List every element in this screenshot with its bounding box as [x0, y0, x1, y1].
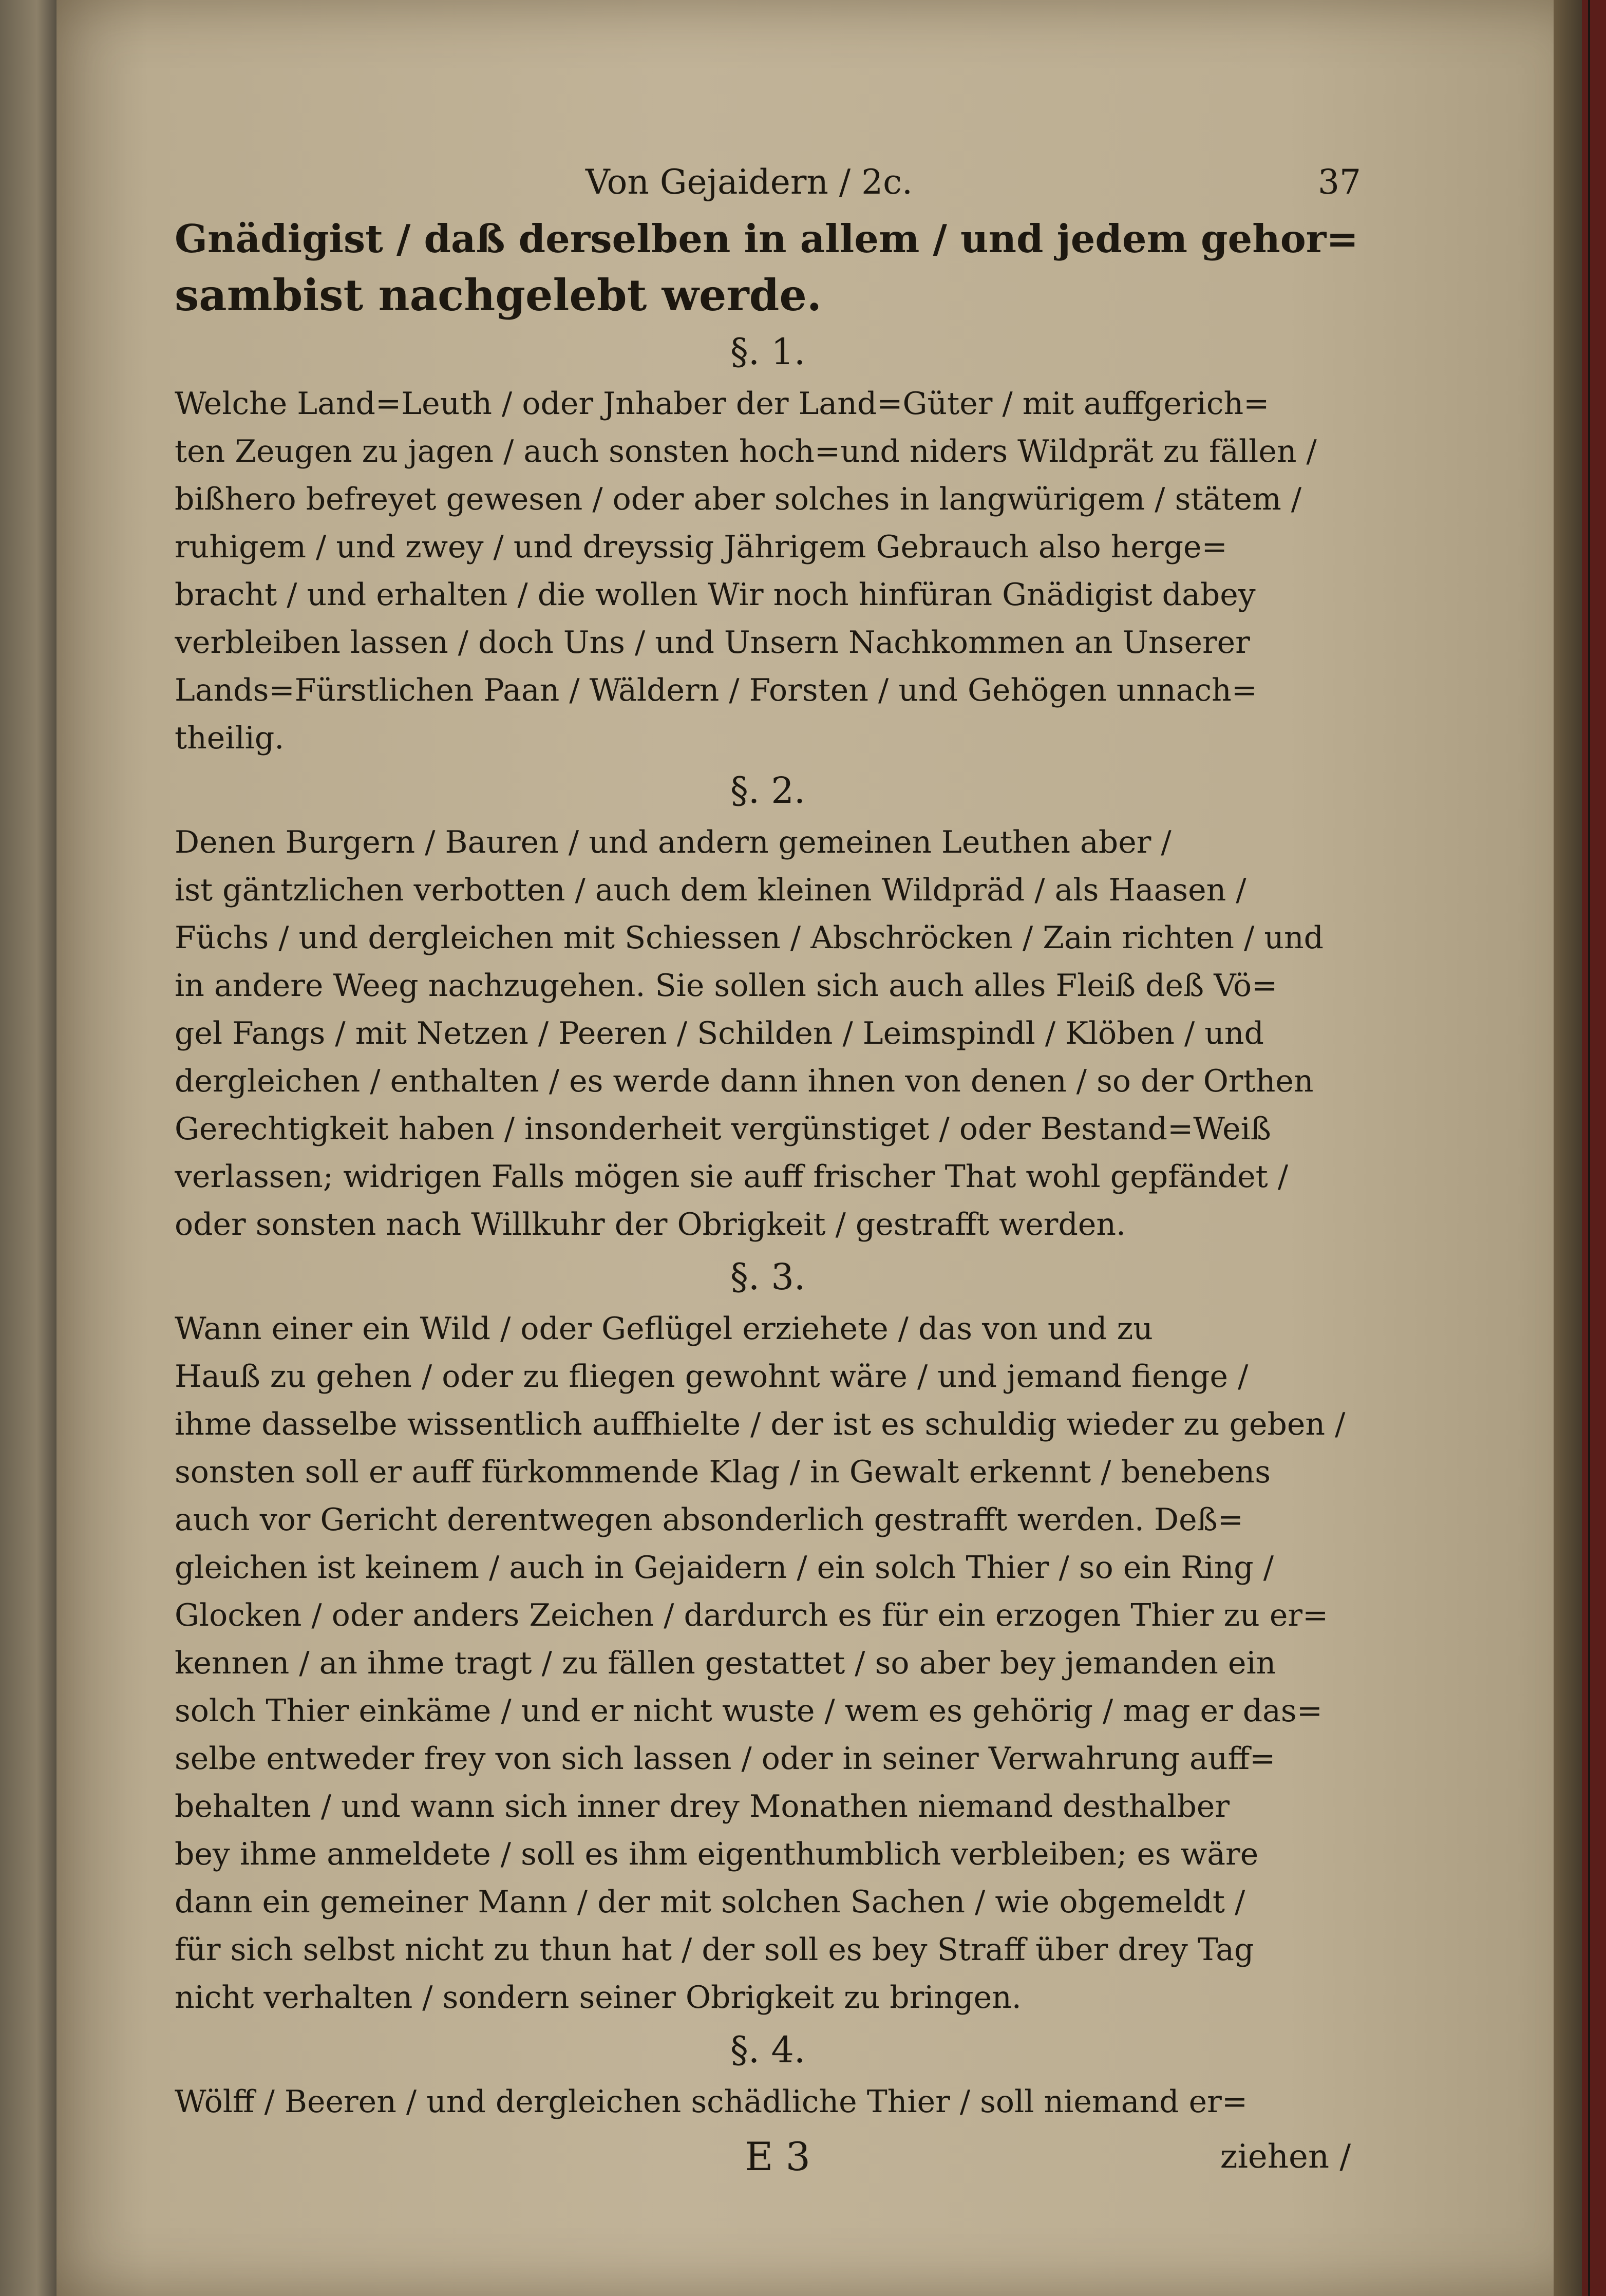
text-line: Lands=Fürstlichen Paan / Wäldern / Forsten / und Gehögen unnach=: [175, 672, 1258, 708]
section-mark: §. 3.: [730, 1256, 806, 1298]
intro-line: Gnädigist / daß derselben in allem / und jedem gehor=: [175, 216, 1359, 261]
text-line: solch Thier einkäme / und er nicht wuste / wem es gehörig / mag er das=: [175, 1693, 1322, 1729]
catchword: ziehen /: [1220, 2138, 1351, 2176]
text-line: theilig.: [175, 720, 285, 756]
text-line: ihme dasselbe wissentlich auffhielte / der ist es schuldig wieder zu geben /: [175, 1406, 1346, 1442]
binding-edge: [1582, 0, 1606, 2296]
running-title: Von Gejaidern / 2c.: [585, 162, 913, 202]
text-line: Gerechtigkeit haben / insonderheit vergünstiget / oder Bestand=Weiß: [175, 1111, 1271, 1147]
text-line: dann ein gemeiner Mann / der mit solchen Sachen / wie obgemeldt /: [175, 1884, 1245, 1920]
text-line: Füchs / und dergleichen mit Schiessen / Abschröcken / Zain richten / und: [175, 920, 1324, 956]
text-line: Wann einer ein Wild / oder Geflügel erziehete / das von und zu: [175, 1311, 1153, 1347]
text-line: gel Fangs / mit Netzen / Peeren / Schilden / Leimspindl / Klöben / und: [175, 1015, 1264, 1051]
text-line: behalten / und wann sich inner drey Monathen niemand desthalber: [175, 1789, 1230, 1824]
text-line: ten Zeugen zu jagen / auch sonsten hoch=und niders Wildprät zu fällen /: [175, 434, 1317, 469]
text-line: selbe entweder frey von sich lassen / oder in seiner Verwahrung auff=: [175, 1741, 1276, 1777]
section-mark: §. 2.: [730, 769, 806, 812]
text-line: verbleiben lassen / doch Uns / und Unsern Nachkommen an Unserer: [175, 625, 1250, 661]
section-3: [175, 1249, 1361, 2022]
section-mark: §. 4.: [730, 2029, 806, 2071]
text-line: gleichen ist keinem / auch in Gejaidern / ein solch Thier / so ein Ring /: [175, 1550, 1274, 1586]
text-line: dergleichen / enthalten / es werde dann ihnen von denen / so der Orthen: [175, 1063, 1314, 1099]
text-line: Hauß zu gehen / oder zu fliegen gewohnt wäre / und jemand fienge /: [175, 1359, 1249, 1395]
section-mark: §. 1.: [730, 331, 806, 373]
section-1: [175, 324, 1361, 762]
text-line: Denen Burgern / Bauren / und andern gemeinen Leuthen aber /: [175, 824, 1172, 860]
text-line: kennen / an ihme tragt / zu fällen gestattet / so aber bey jemanden ein: [175, 1645, 1276, 1681]
page-number: 37: [1318, 162, 1361, 202]
text-line: ruhigem / und zwey / und dreyssig Jährigem Gebrauch also herge=: [175, 529, 1227, 565]
text-line: Wölff / Beeren / und dergleichen schädliche Thier / soll niemand er=: [175, 2084, 1248, 2120]
facing-page-edge: [0, 0, 62, 2296]
text-line: nicht verhalten / sondern seiner Obrigkeit zu bringen.: [175, 1980, 1022, 2016]
page-text: [175, 154, 1361, 2188]
text-line: auch vor Gericht derentwegen absonderlich gestrafft werden. Deß=: [175, 1502, 1243, 1538]
section-4: [175, 2022, 1361, 2126]
page-footer: [175, 2126, 1361, 2188]
text-line: oder sonsten nach Willkuhr der Obrigkeit / gestrafft werden.: [175, 1207, 1126, 1243]
text-line: ist gäntzlichen verbotten / auch dem kleinen Wildpräd / als Haasen /: [175, 872, 1246, 908]
text-line: sonsten soll er auff fürkommende Klag / in Gewalt erkennt / benebens: [175, 1454, 1271, 1490]
text-line: in andere Weeg nachzugehen. Sie sollen sich auch alles Fleiß deß Vö=: [175, 968, 1278, 1004]
text-line: bey ihme anmeldete / soll es ihm eigenthumblich verbleiben; es wäre: [175, 1836, 1259, 1872]
running-header: [175, 154, 1361, 211]
text-line: bißhero befreyet gewesen / oder aber solches in langwürigem / stätem /: [175, 481, 1302, 517]
intro-line: sambist nachgelebt werde.: [175, 270, 822, 321]
text-line: bracht / und erhalten / die wollen Wir noch hinfüran Gnädigist dabey: [175, 577, 1256, 613]
section-2: [175, 762, 1361, 1249]
text-line: verlassen; widrigen Falls mögen sie auff frischer That wohl gepfändet /: [175, 1159, 1289, 1195]
text-line: für sich selbst nicht zu thun hat / der soll es bey Straff über drey Tag: [175, 1932, 1254, 1968]
signature-mark: E 3: [745, 2134, 810, 2179]
text-line: Welche Land=Leuth / oder Jnhaber der Land=Güter / mit auffgerich=: [175, 386, 1270, 422]
text-line: Glocken / oder anders Zeichen / dardurch es für ein erzogen Thier zu er=: [175, 1597, 1329, 1633]
